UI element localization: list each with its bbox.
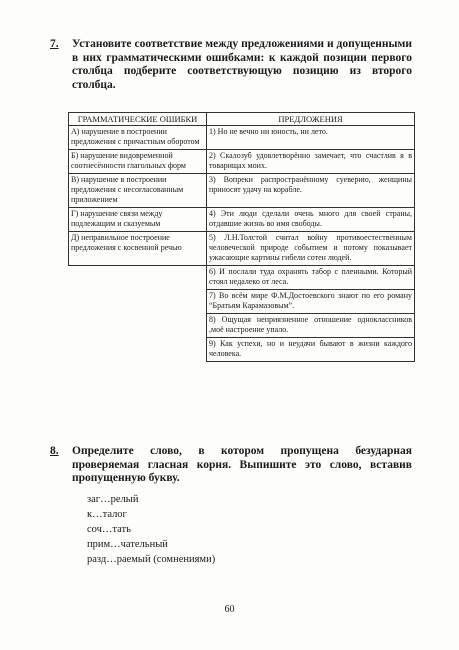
table-row — [69, 126, 415, 150]
task-7-number: 7. — [50, 38, 59, 50]
task-8-text: Определите слово, в котором пропущена безударная проверяемая гласная корня. Выпишите это слово, вставив пропущенную букву. — [72, 445, 412, 484]
sentence-cell: 3) Вопреки распространённому суеверию, женщины приносят удачу на корабле. — [207, 174, 415, 208]
word-item: разд…раемый (сомнениями) — [87, 554, 216, 565]
error-cell — [69, 290, 207, 314]
table-header-row — [69, 113, 415, 126]
error-cell: А) нарушение в построении предложения с причастным оборотом — [69, 126, 207, 150]
task-7-text: Установите соответствие между предложениями и допущенными в них грамматическими ошибками: к каждой позиции первого столбца подберите соответствующую позицию из второго столбца. — [72, 38, 412, 91]
sentence-cell: 9) Как успехи, но и неудачи бывают в жизни каждого человека. — [207, 338, 415, 362]
word-item: прим…чательный — [87, 539, 168, 550]
table-row — [69, 174, 415, 208]
sentence-cell: 5) Л.Н.Толстой считал войну противоестественным человеческой природе событием и потому показывает ужасающие картины гибели сотен людей. — [207, 232, 415, 266]
table-row — [69, 338, 415, 362]
task-7 — [50, 38, 412, 92]
error-cell — [69, 338, 207, 362]
table-row — [69, 266, 415, 290]
table-row — [69, 314, 415, 338]
matching-table — [68, 112, 415, 362]
task-8-number: 8. — [50, 445, 59, 457]
task-8 — [50, 445, 412, 486]
sentence-cell: 2) Скалозуб удовлетворённо замечает, что счастлив я в товарищах моих. — [207, 150, 415, 174]
error-cell — [69, 314, 207, 338]
table-body — [69, 126, 415, 362]
error-cell: Д) неправильное построение предложения с косвенной речью — [69, 232, 207, 266]
word-item: соч…тать — [87, 524, 131, 535]
sentence-cell: 7) Во всём мире Ф.М.Достоевского знают по его роману “Братьям Карамазовым”. — [207, 290, 415, 314]
header-errors: ГРАММАТИЧЕСКИЕ ОШИБКИ — [69, 113, 207, 126]
word-item: к…талог — [87, 509, 127, 520]
sentence-cell: 8) Ощущая неприязненное отношение одноклассников ,моё настроение упало. — [207, 314, 415, 338]
error-cell — [69, 266, 207, 290]
word-list — [87, 492, 215, 567]
table-row — [69, 290, 415, 314]
word-item: заг…релый — [87, 494, 139, 505]
table-row — [69, 208, 415, 232]
sentence-cell: 4) Эти люди сделали очень много для своей страны, отдавшие жизнь во имя свободы. — [207, 208, 415, 232]
table-row — [69, 232, 415, 266]
sentence-cell: 1) Но не вечно ни юность, ни лето. — [207, 126, 415, 150]
header-sentences: ПРЕДЛОЖЕНИЯ — [207, 113, 415, 126]
sentence-cell: 6) И послали туда охранять табор с пленными. Который стоял недалеко от леса. — [207, 266, 415, 290]
page-number: 60 — [224, 604, 235, 615]
error-cell: Г) нарушение связи между подлежащим и сказуемым — [69, 208, 207, 232]
error-cell: Б) нарушение видовременной соотнесённости глагольных форм — [69, 150, 207, 174]
error-cell: В) нарушение в построении предложения с несогласованным приложением — [69, 174, 207, 208]
table-row — [69, 150, 415, 174]
